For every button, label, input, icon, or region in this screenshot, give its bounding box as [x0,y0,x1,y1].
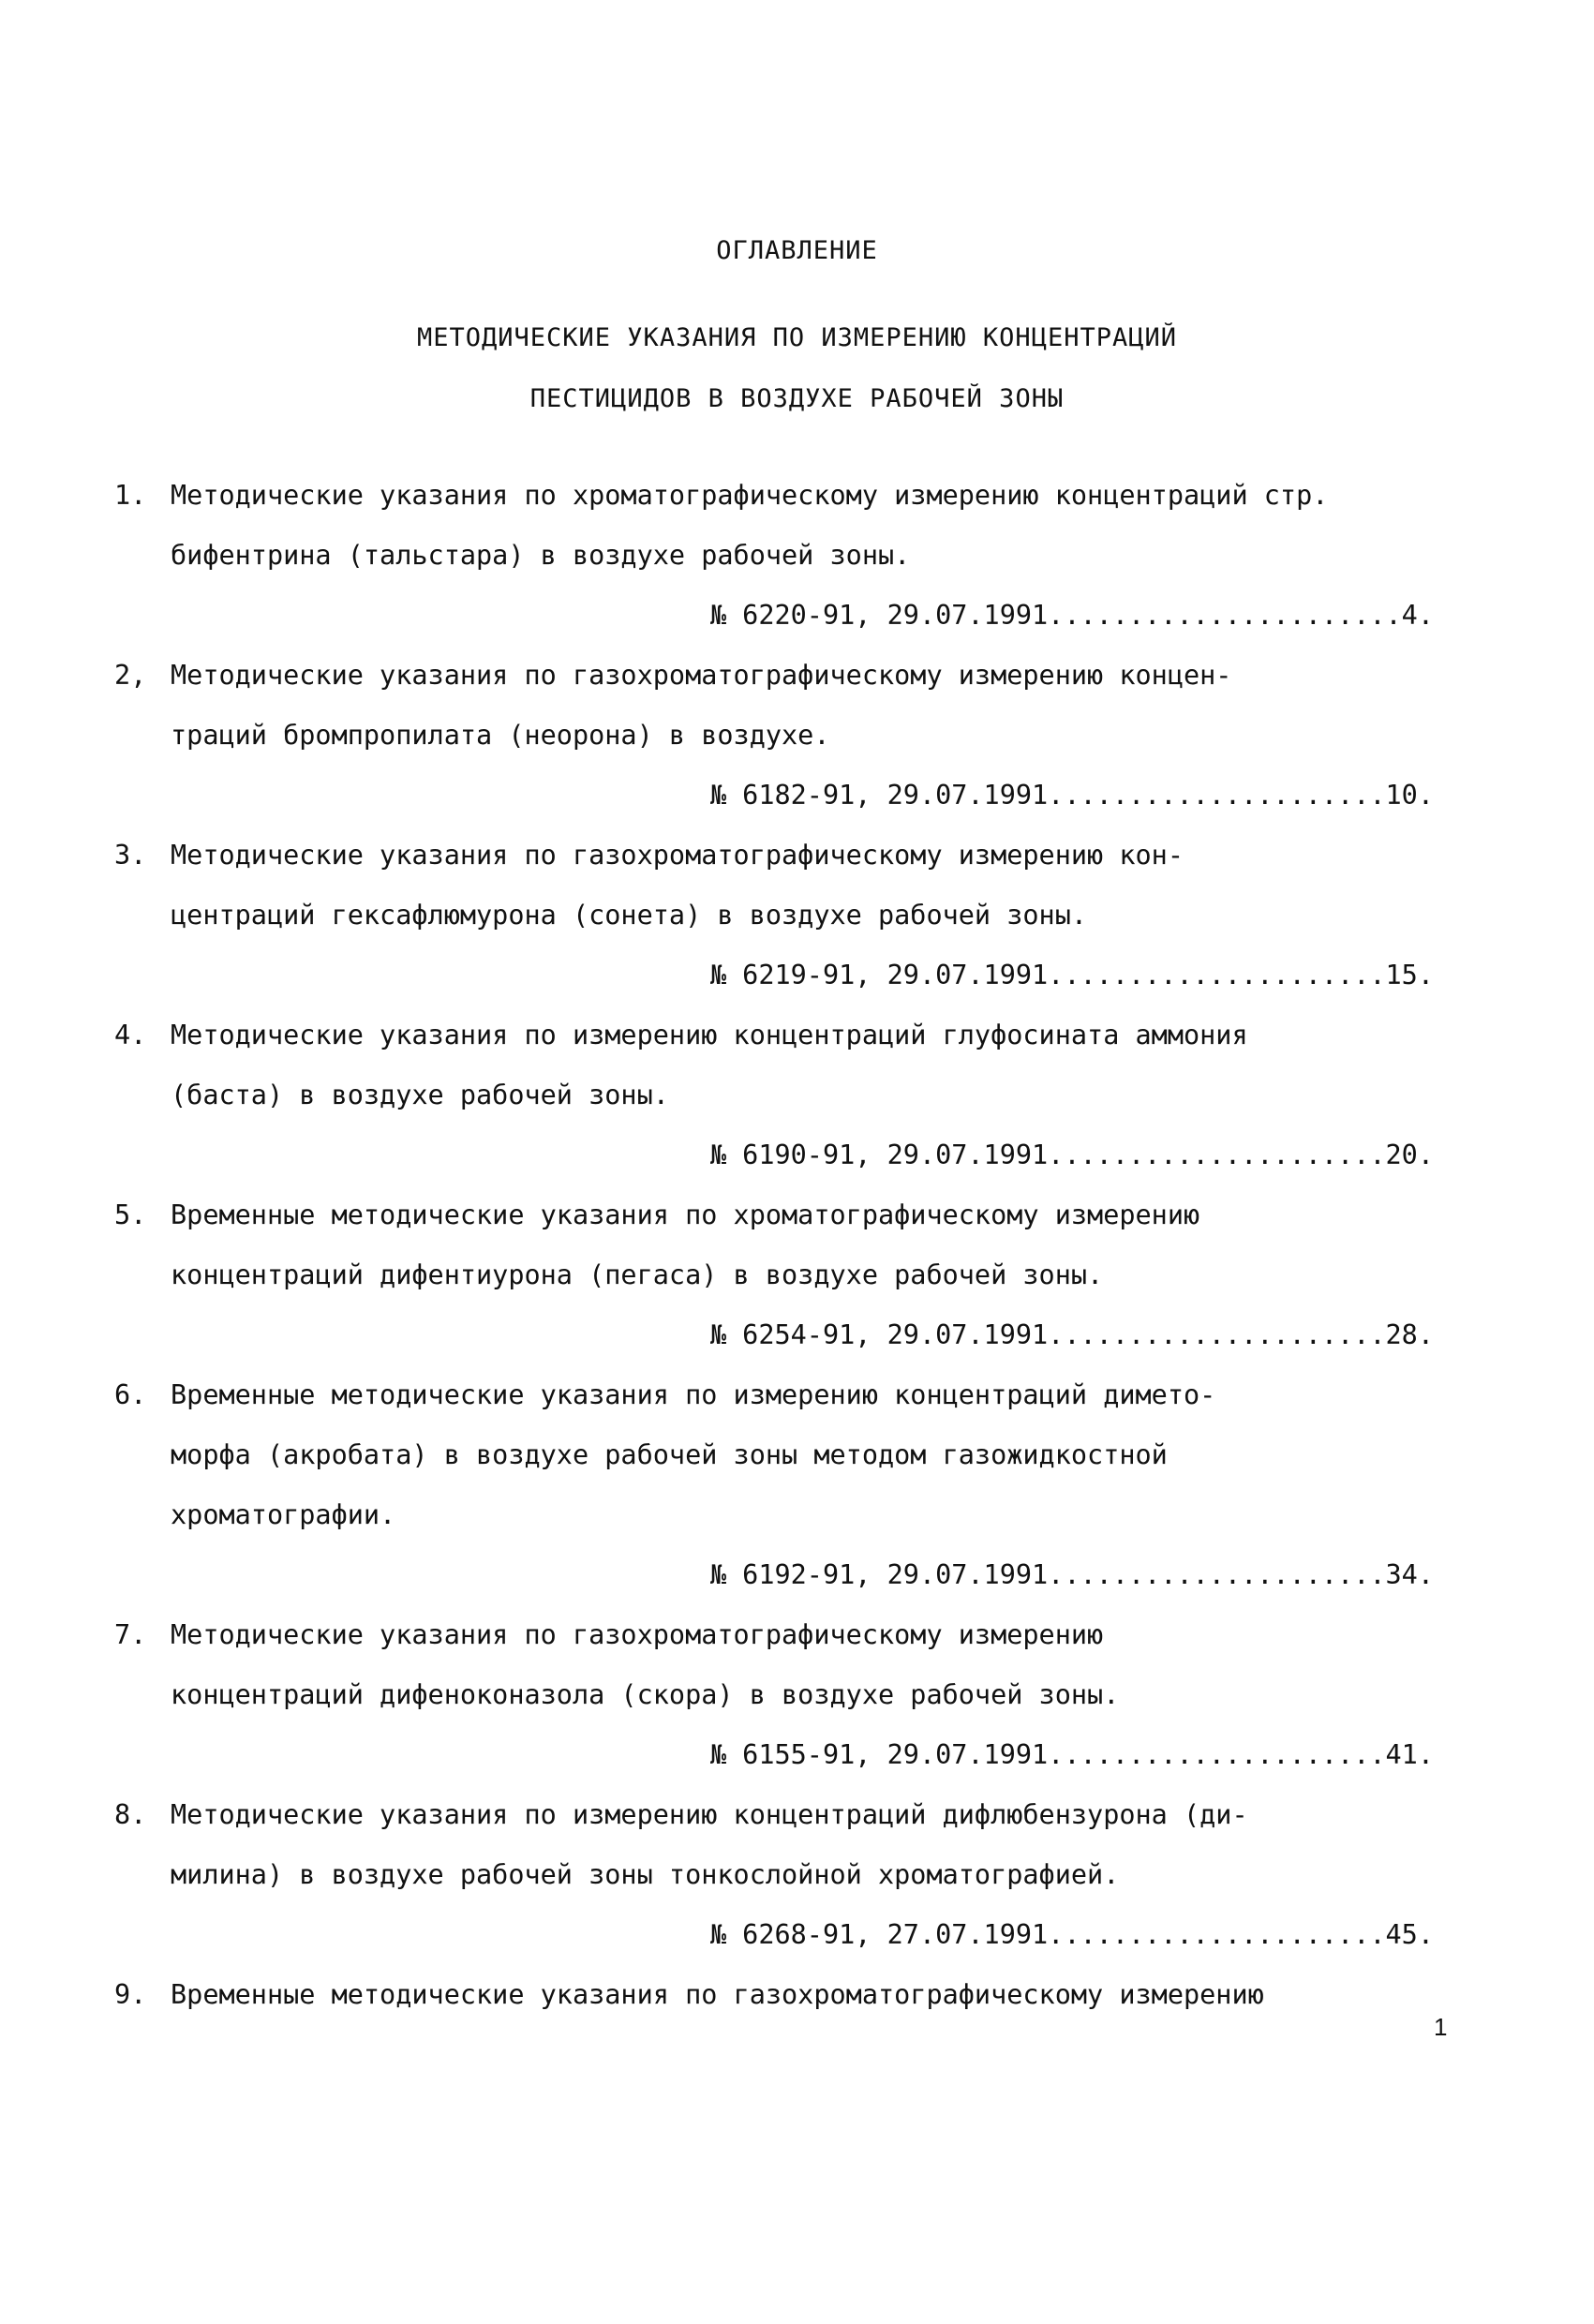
toc-entry-line [114,466,1482,526]
toc-entry-line [114,1485,1482,1545]
toc-entry-text: Временные методические указания по измерению концентраций димето- [171,1379,1216,1410]
toc-entry-text: Временные методические указания по газохроматографическому измерению [171,1979,1264,2010]
toc-entry-line [114,1245,1482,1305]
toc-entry-text: бифентрина (тальстара) в воздухе рабочей зоны. [171,540,911,571]
toc-entry-text: Методические указания по газохроматографическому измерению кон- [171,840,1184,871]
toc-entry-line [114,1605,1482,1665]
toc-entry-number: 9. [114,1979,147,2010]
toc-entry-reference: № 6190-91, 29.07.1991.....................20. [709,1140,1434,1170]
toc-entry-number: 5. [114,1199,147,1230]
toc-entry [114,1365,1482,1605]
toc-entry-number: 8. [114,1799,147,1830]
toc-entry-line [114,1785,1482,1845]
toc-entry-text: концентраций дифеноконазола (скора) в воздухе рабочей зоны. [171,1679,1120,1710]
toc-entry-line [114,1185,1482,1245]
toc-entry [114,646,1482,826]
subtitle-line-1: МЕТОДИЧЕСКИЕ УКАЗАНИЯ ПО ИЗМЕРЕНИЮ КОНЦЕНТРАЦИЙ [416,323,1177,352]
toc-entry-line [114,1665,1482,1725]
toc-entry-number: 3. [114,840,147,871]
toc-entry-reference: № 6155-91, 29.07.1991.....................41. [709,1739,1434,1770]
toc-entry-text: Методические указания по измерению концентраций глуфосината аммония [171,1020,1248,1050]
toc-entry-line [114,1065,1482,1125]
toc-entry [114,826,1482,1006]
toc-title: ОГЛАВЛЕНИЕ [716,236,878,265]
toc-entry-reference: № 6268-91, 27.07.1991.....................45. [709,1919,1434,1950]
toc-entry-number: 2, [114,660,147,691]
toc-entry [114,1965,1482,2025]
subtitle-line-2: ПЕСТИЦИДОВ В ВОЗДУХЕ РАБОЧЕЙ ЗОНЫ [529,384,1065,413]
page-number: 1 [1434,2013,1448,2041]
toc-entry-line [114,886,1482,946]
toc-entry-line [114,1425,1482,1485]
toc-entry-number: 6. [114,1379,147,1410]
toc-entry-line [114,1965,1482,2025]
toc-entries [114,466,1482,2025]
toc-entry-line [114,1845,1482,1905]
toc-entry-text: концентраций дифентиурона (пегаса) в воздухе рабочей зоны. [171,1259,1104,1290]
toc-entry-line [114,1365,1482,1425]
toc-entry-text: Методические указания по газохроматографическому измерению [171,1619,1104,1650]
toc-entry [114,1185,1482,1365]
toc-entry-reference: № 6219-91, 29.07.1991.....................15. [709,960,1434,991]
toc-entry-number: 4. [114,1020,147,1050]
toc-entry-line [114,1006,1482,1065]
toc-entry-reference: № 6254-91, 29.07.1991.....................28. [709,1319,1434,1350]
toc-entry-text: (баста) в воздухе рабочей зоны. [171,1080,669,1110]
toc-entry-number: 1. [114,480,147,511]
toc-entry-text: милина) в воздухе рабочей зоны тонкослойной хроматографией. [171,1859,1120,1890]
toc-entry-text: Методические указания по измерению концентраций дифлюбензурона (ди- [171,1799,1248,1830]
toc-entry [114,466,1482,646]
toc-entry-reference: № 6182-91, 29.07.1991.....................10. [709,780,1434,811]
toc-entry-line [114,706,1482,766]
toc-entry-text: центраций гексафлюмурона (сонета) в воздухе рабочей зоны. [171,900,1088,931]
toc-entry-number: 7. [114,1619,147,1650]
toc-entry-text: Методические указания по газохроматографическому измерению концен- [171,660,1232,691]
toc-entry-reference: № 6192-91, 29.07.1991.....................34. [709,1559,1434,1590]
toc-entry-reference: № 6220-91, 29.07.1991......................4. [709,600,1434,631]
toc-entry-text: траций бромпропилата (неорона) в воздухе. [171,720,830,751]
toc-entry-text: морфа (акробата) в воздухе рабочей зоны методом газожидкостной [171,1439,1168,1470]
toc-entry [114,1006,1482,1185]
toc-entry [114,1605,1482,1785]
toc-entry-text: хроматографии. [171,1499,396,1530]
toc-entry-text: Методические указания по хроматографическому измерению концентраций стр. [171,480,1329,511]
toc-entry-line [114,826,1482,886]
toc-entry [114,1785,1482,1965]
toc-entry-line [114,526,1482,586]
toc-entry-text: Временные методические указания по хроматографическому измерению [171,1199,1200,1230]
toc-entry-line [114,646,1482,706]
